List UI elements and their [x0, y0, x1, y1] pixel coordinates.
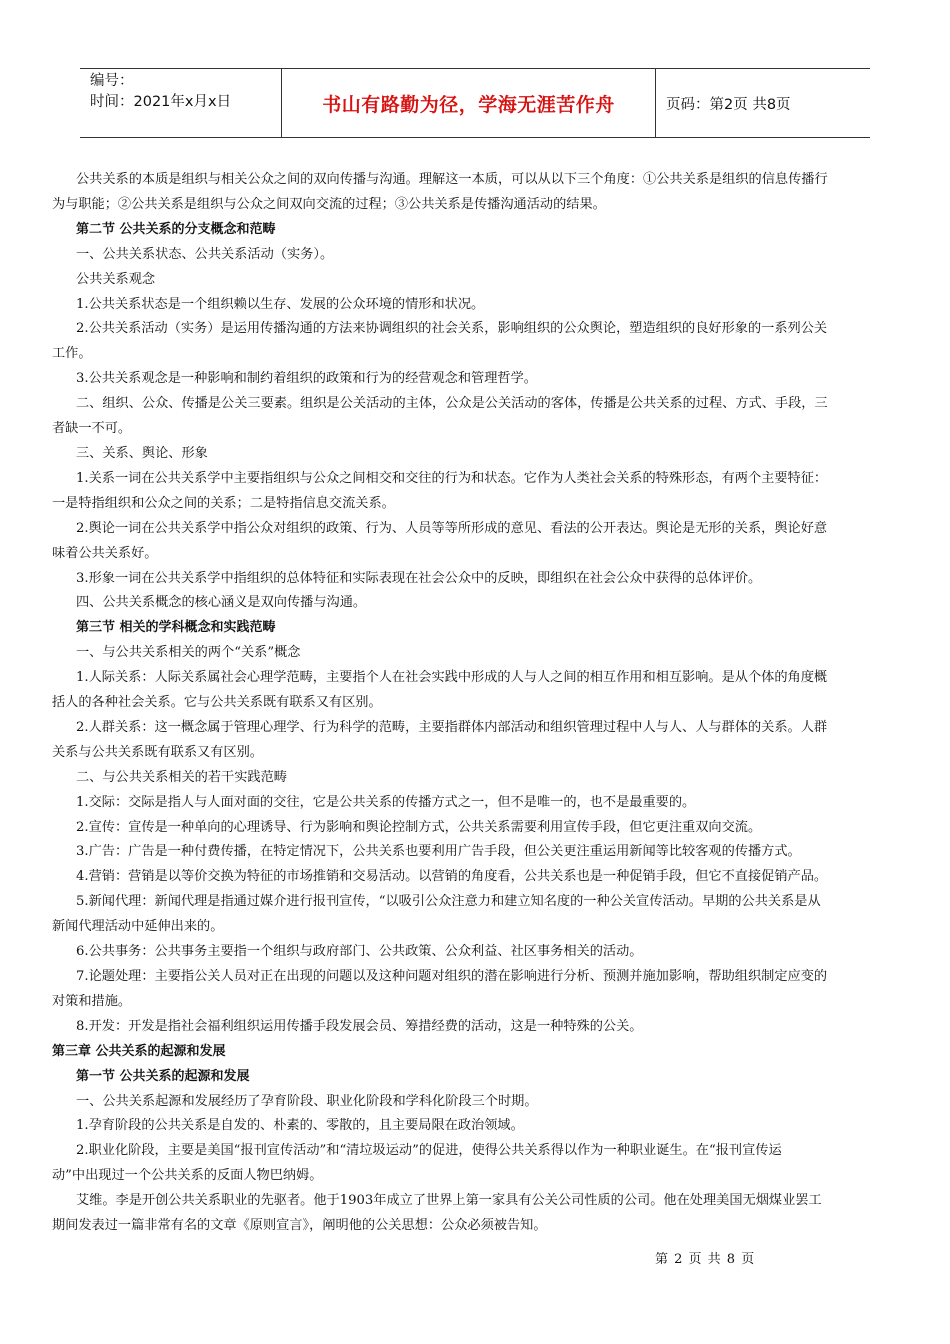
- text-line: 8.开发：开发是指社会福利组织运用传播手段发展会员、筹措经费的活动，这是一种特殊的公关。: [76, 1018, 643, 1034]
- text-line: 7.论题处理：主要指公关人员对正在出现的问题以及这种问题对组织的潜在影响进行分析、预测并施加影响，帮助组织制定应变的: [76, 969, 828, 984]
- text-line: 二、组织、公众、传播是公关三要素。组织是公关活动的主体，公众是公关活动的客体，传播是公共关系的过程、方式、手段，三: [76, 396, 828, 412]
- text-line: 5.新闻代理：新闻代理是指通过媒介进行报刊宣传，“以吸引公众注意力和建立知名度的一种公关宣传活动。早期的公共关系是从: [76, 894, 821, 910]
- text-line: 公共关系的本质是组织与相关公众之间的双向传播与沟通。理解这一本质，可以从以下三个角度：①公共关系是组织的信息传播行: [76, 172, 828, 187]
- text-line: 2.宣传：宣传是一种单向的心理诱导、行为影响和舆论控制方式，公共关系需要利用宣传手段，但它更注重双向交流。: [76, 819, 762, 835]
- text-line: 对策和措施。: [52, 993, 132, 1009]
- text-line: 1.关系一词在公共关系学中主要指组织与公众之间相交和交往的行为和状态。它作为人类社会关系的特殊形态，有两个主要特征：: [76, 470, 828, 486]
- text-line: 新闻代理活动中延伸出来的。: [52, 919, 224, 935]
- text-line: 2.舆论一词在公共关系学中指公众对组织的政策、行为、人员等等所形成的意见、看法的公开表达。舆论是无形的关系，舆论好意: [76, 520, 828, 536]
- text-line: 一、公共关系起源和发展经历了孕育阶段、职业化阶段和学科化阶段三个时期。: [76, 1093, 538, 1109]
- text-line: 1.孕育阶段的公共关系是自发的、朴素的、零散的，且主要局限在政治领域。: [76, 1118, 524, 1134]
- section-heading: 第三节 相关的学科概念和实践范畴: [76, 620, 276, 636]
- text-line: 1.公共关系状态是一个组织赖以生存、发展的公众环境的情形和状况。: [76, 296, 485, 312]
- text-line: 1.交际：交际是指人与人面对面的交往，它是公共关系的传播方式之一，但不是唯一的，也不是最重要的。: [76, 794, 696, 810]
- document-body: [52, 168, 906, 1239]
- text-line: 工作。: [52, 346, 92, 362]
- text-line: 一、与公共关系相关的两个“关系”概念: [76, 645, 301, 661]
- text-line: 动”中出现过一个公共关系的反面人物巴纳姆。: [52, 1168, 323, 1184]
- text-line: 艾维。李是开创公共关系职业的先驱者。他于1903年成立了世界上第一家具有公关公司性质的公司。他在处理美国无烟煤业罢工: [76, 1193, 822, 1209]
- text-line: 关系与公共关系既有联系又有区别。: [52, 744, 263, 760]
- text-line: 3.公共关系观念是一种影响和制约着组织的政策和行为的经营观念和管理哲学。: [76, 371, 537, 387]
- header-motto: 书山有路勤为径，学海无涯苦作舟: [282, 69, 656, 137]
- document-number-label: 编号：: [90, 73, 134, 89]
- text-line: 4.营销：营销是以等价交换为特征的市场推销和交易活动。以营销的角度看，公共关系也是一种促销手段，但它不直接促销产品。: [76, 869, 828, 885]
- text-line: 味着公共关系好。: [52, 545, 158, 561]
- text-line: 3.广告：广告是一种付费传播，在特定情况下，公共关系也要利用广告手段，但公关更注重运用新闻等比较客观的传播方式。: [76, 844, 801, 860]
- text-line: 者缺一不可。: [52, 421, 132, 437]
- text-line: 1.人际关系：人际关系属社会心理学范畴，主要指个人在社会实践中形成的人与人之间的相互作用和相互影响。是从个体的角度概: [76, 670, 828, 686]
- text-line: 一、公共关系状态、公共关系活动（实务）。: [76, 246, 334, 262]
- text-line: 括人的各种社会关系。它与公共关系既有联系又有区别。: [52, 695, 382, 711]
- header-page-info: 页码：第2页 共8页: [666, 96, 791, 113]
- text-line: 期间发表过一篇非常有名的文章《原则宣言》，阐明他的公关思想：公众必须被告知。: [52, 1218, 547, 1234]
- header-meta: [80, 69, 282, 137]
- page-header: [80, 68, 870, 138]
- text-line: 一是特指组织和公众之间的关系；二是特指信息交流关系。: [52, 495, 395, 511]
- document-time-label: 时间：2021年x月x日: [90, 94, 232, 110]
- text-line: 6.公共事务：公共事务主要指一个组织与政府部门、公共政策、公众利益、社区事务相关的活动。: [76, 944, 643, 960]
- text-line: 三、关系、舆论、形象: [76, 445, 208, 461]
- text-line: 为与职能；②公共关系是组织与公众之间双向交流的过程；③公共关系是传播沟通活动的结果。: [52, 196, 606, 212]
- page-footer: 第 2 页 共 8 页: [655, 1252, 756, 1267]
- section-heading: 第一节 公共关系的起源和发展: [76, 1068, 250, 1084]
- text-line: 3.形象一词在公共关系学中指组织的总体特征和实际表现在社会公众中的反映，即组织在社会公众中获得的总体评价。: [76, 570, 762, 586]
- text-line: 公共关系观念: [76, 271, 156, 287]
- text-line: 2.职业化阶段，主要是美国“报刊宣传活动”和“清垃圾运动”的促进，使得公共关系得以作为一种职业诞生。在“报刊宣传运: [76, 1143, 782, 1159]
- text-line: 二、与公共关系相关的若干实践范畴: [76, 769, 287, 785]
- section-heading: 第二节 公共关系的分支概念和范畴: [76, 221, 276, 237]
- text-line: 四、公共关系概念的核心涵义是双向传播与沟通。: [76, 595, 367, 611]
- text-line: 2.人群关系：这一概念属于管理心理学、行为科学的范畴，主要指群体内部活动和组织管理过程中人与人、人与群体的关系。人群: [76, 719, 828, 735]
- section-heading: 第三章 公共关系的起源和发展: [52, 1043, 226, 1059]
- text-line: 2.公共关系活动（实务）是运用传播沟通的方法来协调组织的社会关系，影响组织的公众舆论，塑造组织的良好形象的一系列公关: [76, 321, 828, 337]
